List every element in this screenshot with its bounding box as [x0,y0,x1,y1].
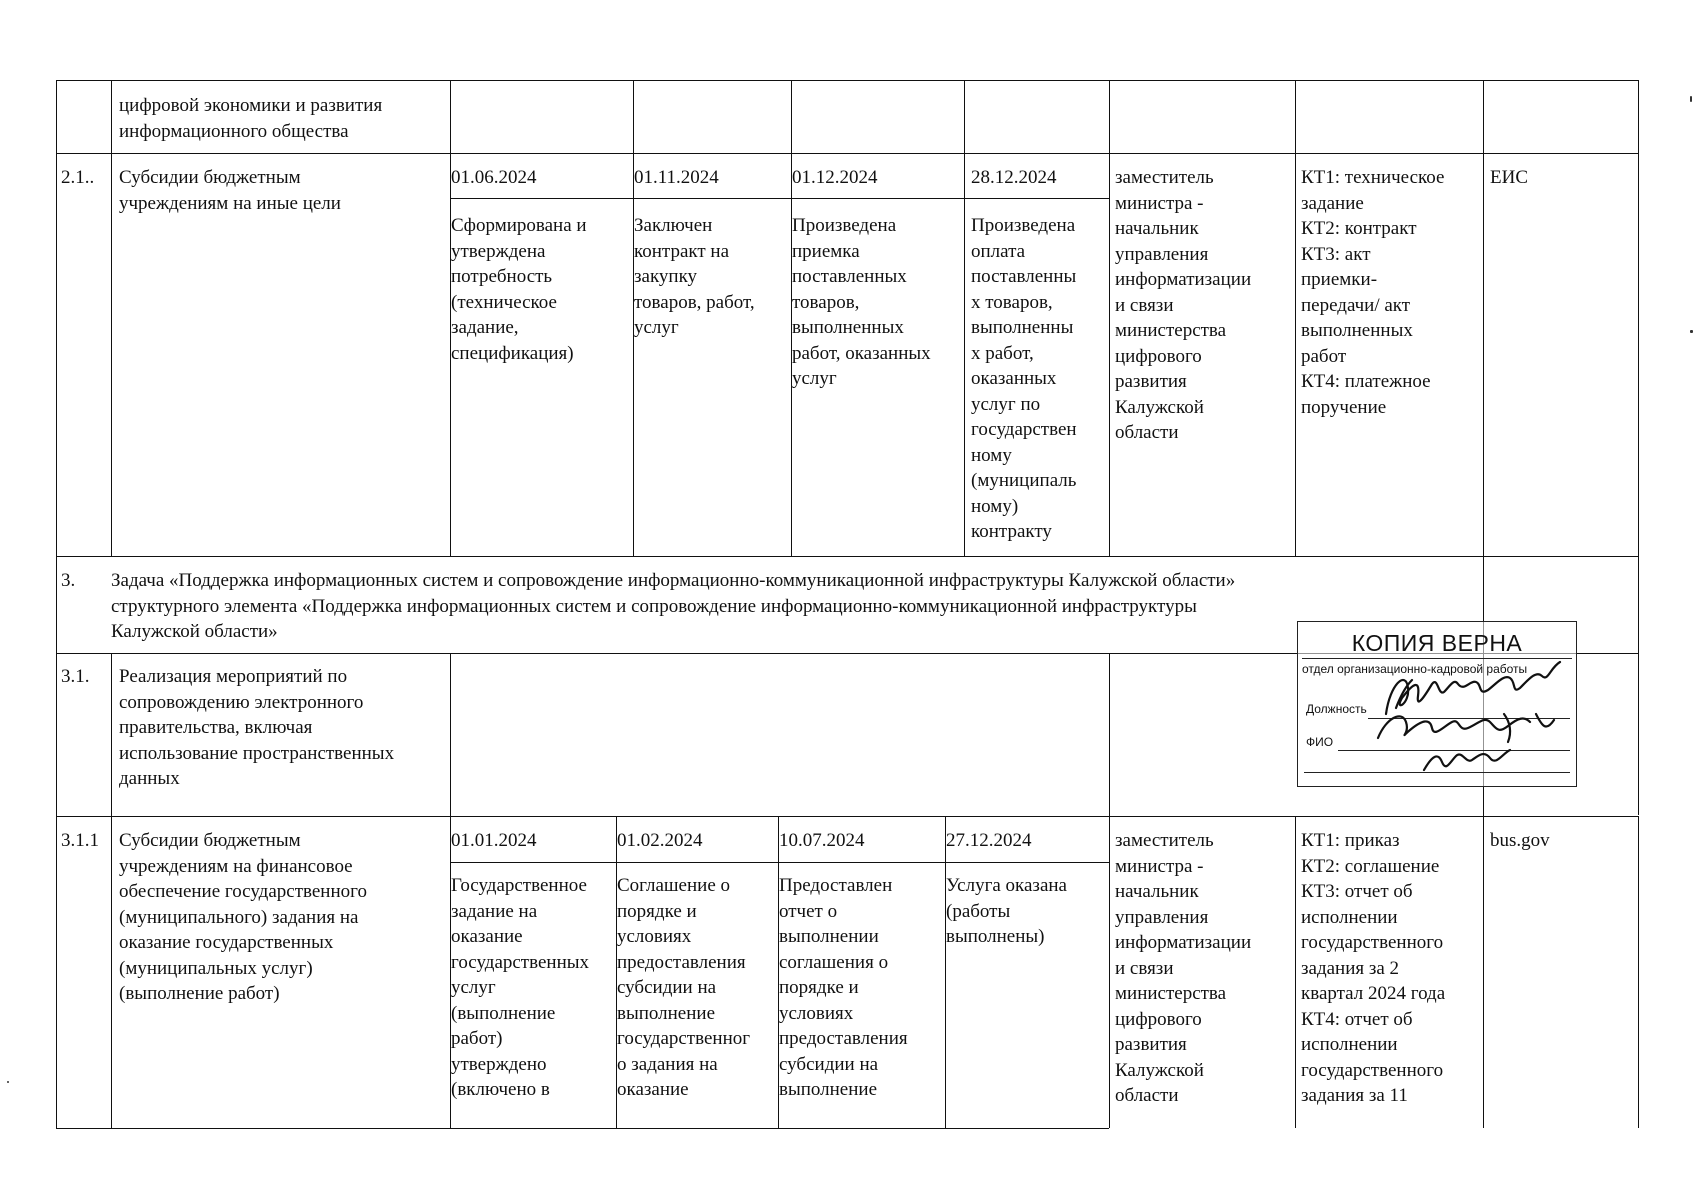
rule-row311-right [1638,816,1639,1128]
row-continuation-name: цифровой экономики и развития информационного общества [119,95,383,142]
responsible-cell: заместитель министра - начальник управления информатизации и связи министерства цифрового развития Калужской области [1115,830,1252,1106]
event-cell: Соглашение о порядке и условиях предоставления субсидии на выполнение государственног о задания на оказание [617,875,751,1100]
stamp-title: КОПИЯ ВЕРНА [1351,630,1523,656]
row-name: Субсидии бюджетным учреждениям на финансовое обеспечение государственного (муниципального) задания на оказание государственных (муниципальных услуг) (выполнение работ) [119,830,367,1004]
rule-right [1638,80,1639,815]
date-cell: 01.12.2024 [792,167,878,188]
row-number: 2.1.. [61,167,95,188]
event-cell: Произведена приемка поставленных товаров, выполненных работ, оказанных услуг [792,215,931,389]
rule-row31-a [450,653,451,816]
responsible-cell: заместитель министра - начальник управления информатизации и связи министерства цифрового развития Калужской области [1115,167,1252,443]
date-cell: 01.11.2024 [634,167,719,188]
scan-artifact [7,1081,9,1083]
documents-cell: КТ1: приказ КТ2: соглашение КТ3: отчет об исполнении государственного задания за 2 квартал 2024 года КТ4: отчет об исполнении государственного задания за 11 [1301,830,1446,1106]
rule-row311-g [1483,816,1484,1128]
rule-bottom [56,1128,1109,1129]
rule-row-3-top [56,556,1638,557]
rule-row-3-1-1-top [56,816,1638,817]
rule-num-col-2 [111,653,112,1128]
rule-top [56,80,1638,81]
rule-col-f [1295,80,1296,556]
rule-col-g [1483,80,1484,556]
row-name: Субсидии бюджетным учреждениям на иные цели [119,167,341,214]
documents-cell: КТ1: техническое задание КТ2: контракт КТ3: акт приемки- передачи/ акт выполненных работ КТ4: платежное поручение [1301,167,1445,418]
rule-col-d [964,80,965,556]
row-number: 3. [61,570,76,591]
scan-artifact [1690,96,1692,102]
event-cell: Государственное задание на оказание государственных услуг (выполнение работ) утверждено (включено в [451,875,590,1100]
system-cell: bus.gov [1490,830,1550,851]
rule-col-e [1109,80,1110,556]
rule-row31-e [1109,653,1110,816]
rule-row311-e [1109,816,1110,1128]
date-cell: 28.12.2024 [971,167,1057,188]
stamp-name-label: ФИО [1306,735,1334,749]
handwritten-signature [1298,622,1576,786]
system-cell: ЕИС [1490,167,1528,188]
rule-row311-d [945,816,946,1128]
rule-left [56,80,57,1128]
date-cell: 01.06.2024 [451,167,537,188]
event-cell: Произведена оплата поставленны х товаров, выполненны х работ, оказанных услуг по государствен ному (муниципаль ному) контракту [971,215,1077,542]
date-cell: 01.02.2024 [617,830,703,851]
rule-row311-f [1295,816,1296,1128]
stamp-position-label: Должность [1306,702,1367,716]
row-number: 3.1.1 [61,830,99,851]
row-number: 3.1. [61,666,90,687]
date-cell: 10.07.2024 [779,830,865,851]
rule-row-3-1-1-dates [450,862,1109,863]
event-cell: Заключен контракт на закупку товаров, работ, услуг [634,215,755,338]
task-heading: Задача «Поддержка информационных систем и сопровождение информационно-коммуникационной инфраструктуры Калужской области» структурного элемента «Поддержка информационных систем и сопровождение информационно-коммуникационной инфраструктуры Калужской области» [111,570,1236,642]
event-cell: Сформирована и утверждена потребность (техническое задание, спецификация) [451,215,587,364]
event-cell: Услуга оказана (работы выполнены) [946,875,1067,947]
rule-row-2-1-top [56,153,1638,154]
stamp-department: отдел организационно-кадровой работы [1302,662,1528,676]
certification-stamp [1297,621,1577,787]
rule-num-col [111,80,112,556]
date-cell: 01.01.2024 [451,830,537,851]
event-cell: Предоставлен отчет о выполнении соглашения о порядке и условиях предоставления субсидии на выполнение [779,875,908,1100]
scan-artifact [1690,330,1693,333]
row-name: Реализация мероприятий по сопровождению электронного правительства, включая использование пространственных данных [119,666,395,789]
rule-row-2-1-dates [450,198,1109,199]
date-cell: 27.12.2024 [946,830,1032,851]
